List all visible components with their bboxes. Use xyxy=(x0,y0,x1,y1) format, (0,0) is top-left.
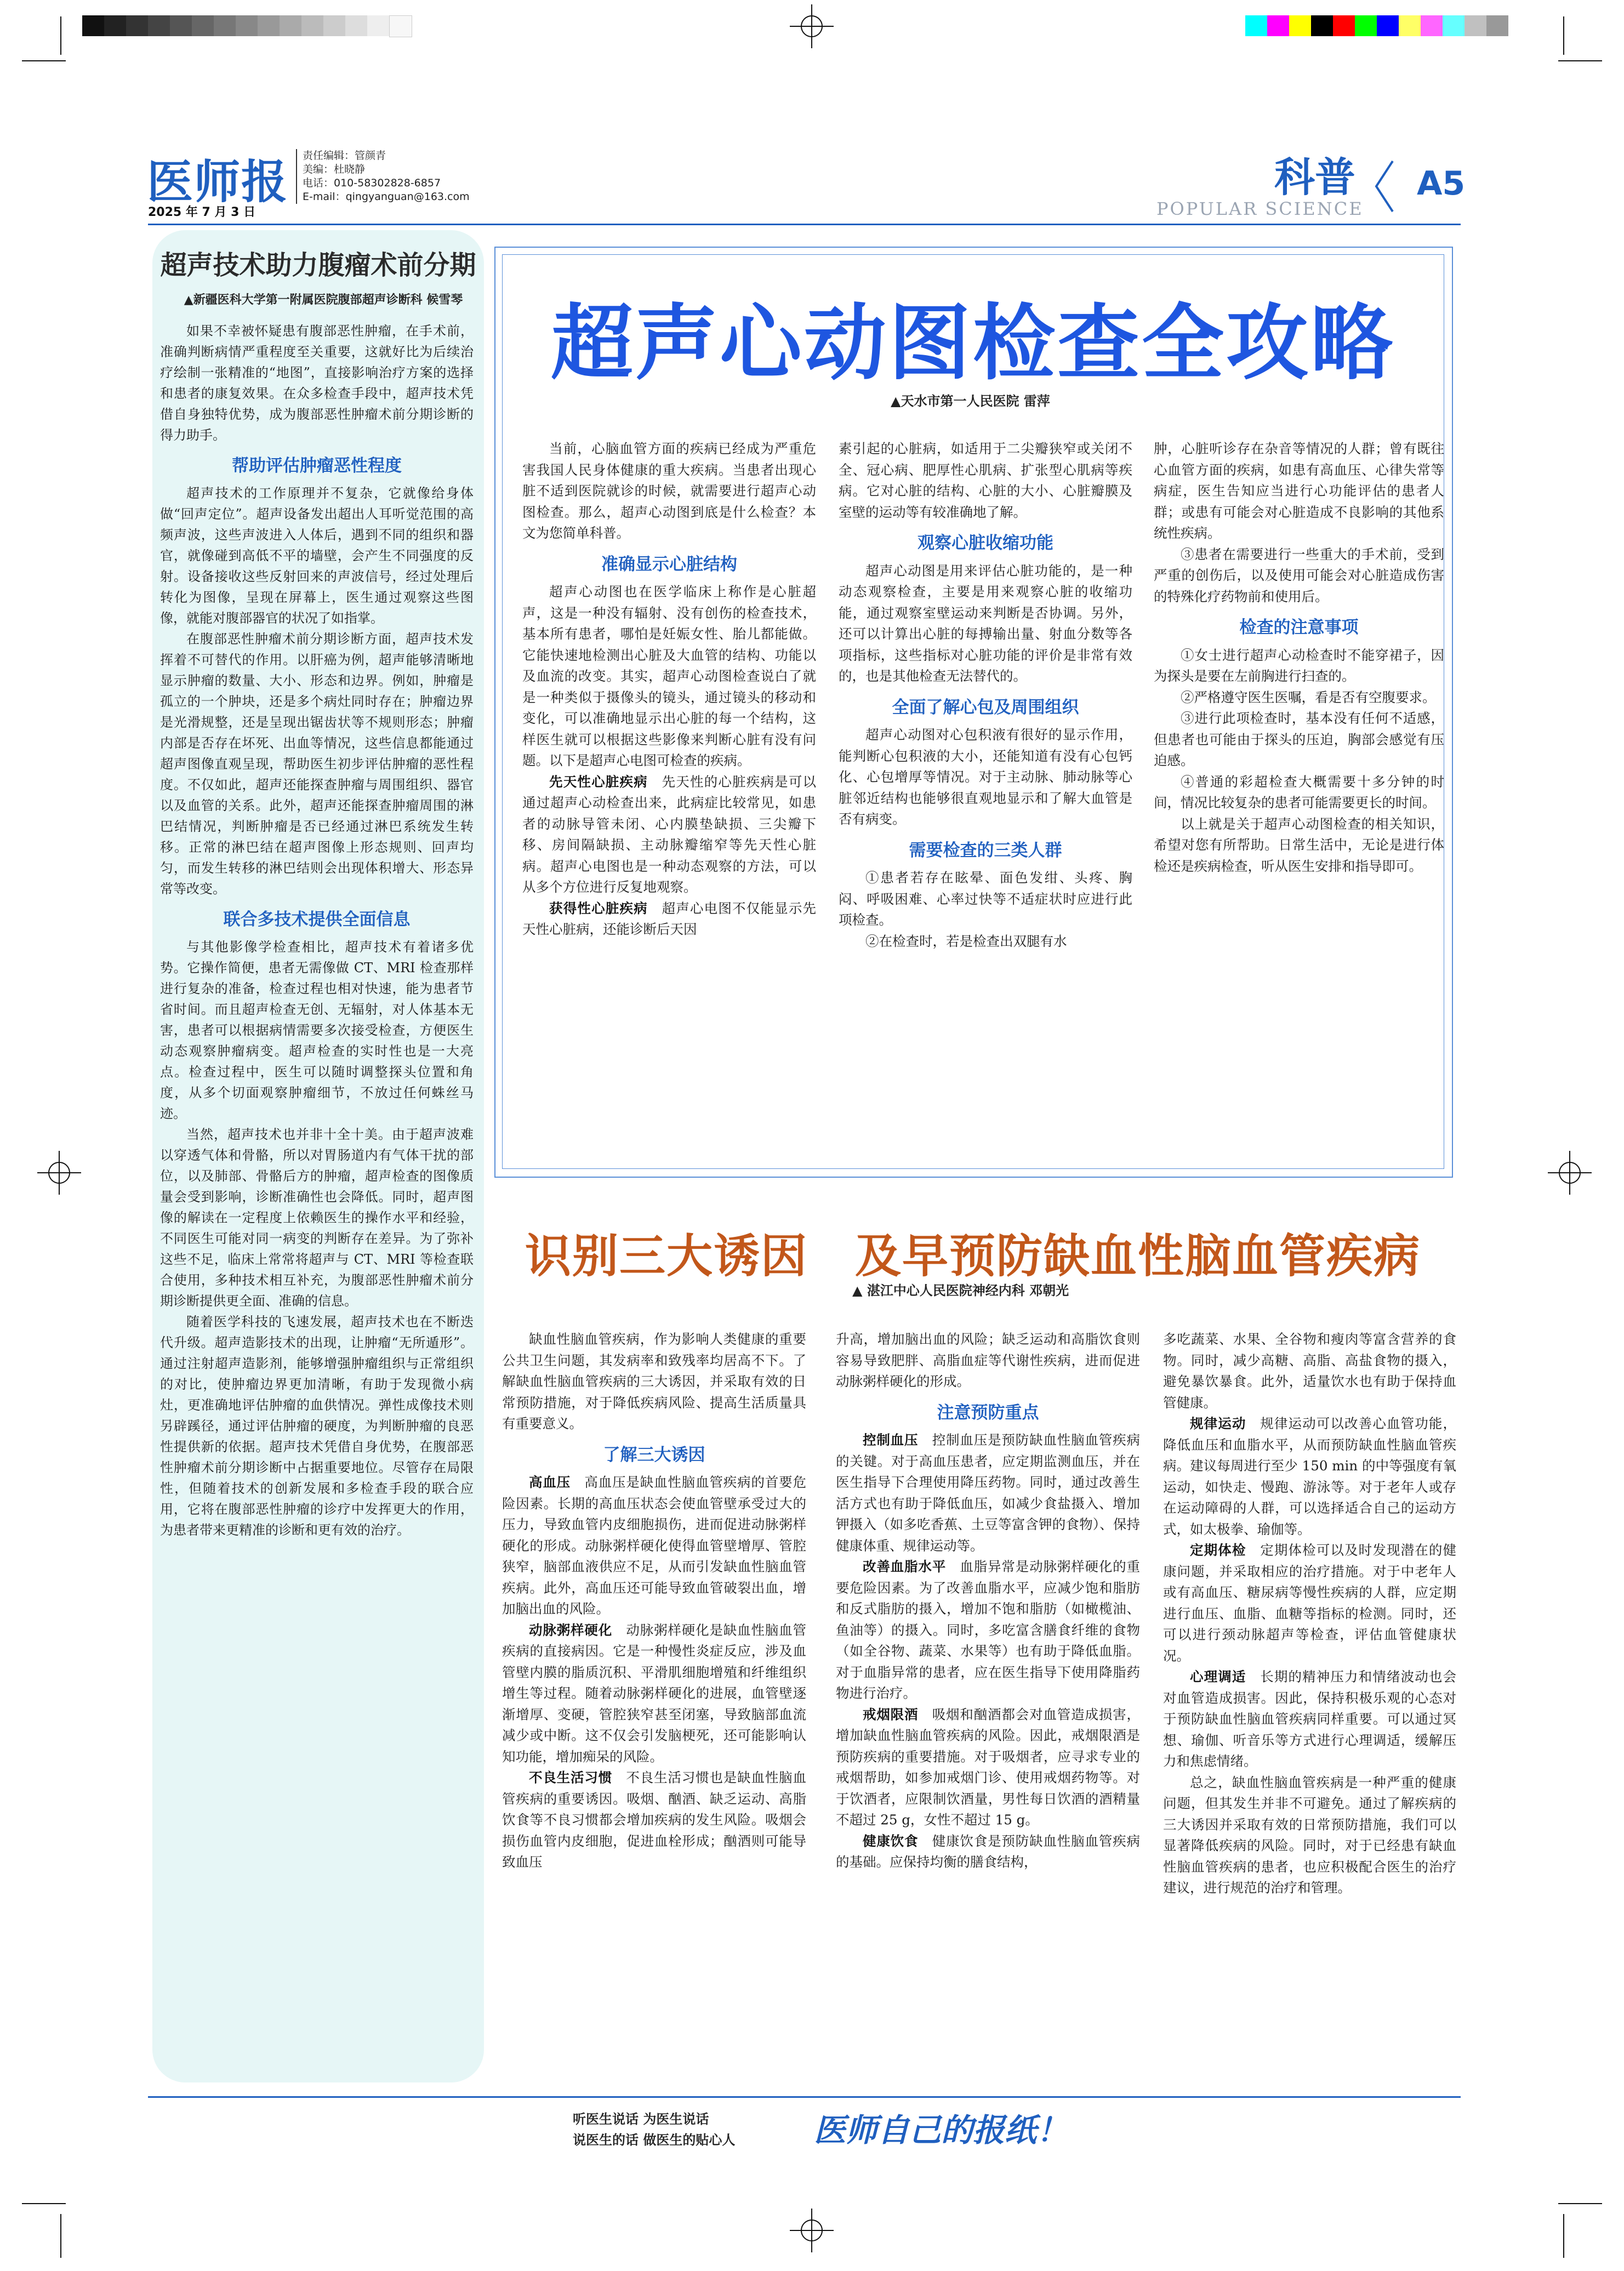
left-article-body xyxy=(160,321,474,1540)
crop-mark xyxy=(1558,2203,1602,2204)
footer-slogan: 医师自己的报纸！ xyxy=(814,2112,1069,2149)
main-article-col1 xyxy=(522,438,816,940)
left-article-byline: ▲新疆医科大学第一附属医院腹部超声诊断科 候雪琴 xyxy=(184,293,463,307)
subheading: 帮助评估肿瘤恶性程度 xyxy=(232,456,402,476)
lead-term: 获得性心脏疾病 xyxy=(549,900,648,916)
issue-date: 2025 年 7 月 3 日 xyxy=(148,206,256,219)
editor-line: 责任编辑：管颜青 xyxy=(303,150,386,162)
paragraph: 在腹部恶性肿瘤术前分期诊断方面，超声技术发挥着不可替代的作用。以肝癌为例，超声能够清晰地显示肿瘤的数量、大小、形态和边界。例如，肿瘤是孤立的一个肿块，还是多个病灶同时存在；肿瘤边界是光滑规整，还是呈现出锯齿状等不规则形态；肿瘤内部是否存在坏死、出血等情况，这些信息都能通过超声图像直观呈现，帮助医生初步评估肿瘤的恶性程度。不仅如此，超声还能探查肿瘤与周围组织、器官以及血管的关系。此外，超声还能探查肿瘤周围的淋巴结情况，判断肿瘤是否已经通过淋巴系统发生转移。正常的淋巴结在超声图像上形态规则、回声均匀，而发生转移的淋巴结则会出现体积增大、形态异常等改变。 xyxy=(160,631,474,897)
paragraph: 超声心动图对心包积液有很好的显示作用，能判断心包积液的大小，还能知道有没有心包钙化、心包增厚等情况。对于主动脉、肺动脉等心脏邻近结构也能够很直观地显示和了解大血管是否有病变。 xyxy=(839,727,1132,827)
paragraph-text: 血脂异常是动脉粥样硬化的重要危险因素。为了改善血脂水平，应减少饱和脂肪和反式脂肪的摄入，增加不饱和脂肪（如橄榄油、鱼油等）的摄入。同时，多吃富含膳食纤维的食物（如全谷物、蔬菜、水果等）也有助于降低血脂。对于血脂异常的患者，应在医生指导下使用降脂药物进行治疗。 xyxy=(836,1559,1141,1701)
grayscale-bar xyxy=(82,15,412,36)
paragraph: 超声心动图也在医学临床上称作是心脏超声，这是一种没有辐射、没有创伤的检查技术，基本所有患者，哪怕是妊娠女性、胎儿都能做。它能快速地检测出心脏及大血管的结构、功能以及血流的改变。其实，超声心动图检查说白了就是一种类似于摄像头的镜头，通过镜头的移动和变化，可以准确地显示出心脏的每一个结构，这样医生就可以根据这些影像来判断心脏有没有问题。以下是超声心电图可检查的疾病。 xyxy=(522,584,816,768)
paragraph xyxy=(1163,1540,1456,1667)
lead-term: 先天性心脏疾病 xyxy=(549,773,648,790)
paragraph-text: 规律运动可以改善心血管功能，降低血压和血脂水平，从而预防缺血性脑血管疾病。建议每周进行至少 150 min 的中等强度有氧运动，如快走、慢跑、游泳等。对于老年人或存在运动障碍的人群，可以选择适合自己的运动方式，如太极拳、瑜伽等。 xyxy=(1163,1416,1457,1537)
registration-mark-right xyxy=(1548,1151,1592,1195)
lead-term: 心理调适 xyxy=(1190,1669,1246,1685)
paragraph: 肿，心脏听诊存在杂音等情况的人群；曾有既往心血管方面的疾病，如患有高血压、心律失常等病症，医生告知应当进行心功能评估的患者人群；或患有可能会对心脏造成不良影响的其他系统性疾病。 xyxy=(1154,441,1444,541)
second-article-byline: ▲ 湛江中心人民医院神经内科 邓朝光 xyxy=(852,1283,1069,1298)
paragraph: ④普通的彩超检查大概需要十多分钟的时间，情况比较复杂的患者可能需要更长的时间。 xyxy=(1154,773,1444,811)
lead-term: 不良生活习惯 xyxy=(529,1770,613,1785)
lead-term: 戒烟限酒 xyxy=(863,1706,919,1722)
lead-term: 健康饮食 xyxy=(863,1833,919,1849)
subheading: 准确显示心脏结构 xyxy=(601,554,737,574)
crop-mark xyxy=(60,16,61,55)
paragraph: ②在检查时，若是检查出双腿有水 xyxy=(865,933,1067,949)
subheading: 注意预防重点 xyxy=(937,1402,1039,1423)
color-swatch xyxy=(1245,15,1267,36)
page-number: A5 xyxy=(1417,164,1466,203)
color-swatch xyxy=(1377,15,1399,36)
paragraph: 如果不幸被怀疑患有腹部恶性肿瘤，在手术前，准确判断病情严重程度至关重要，这就好比为后续治疗绘制一张精准的“地图”，直接影响治疗方案的选择和患者的康复效果。在众多检查手段中，超声技术凭借自身独特优势，成为腹部恶性肿瘤术前分期诊断的得力助手。 xyxy=(160,323,474,443)
subheading: 全面了解心包及周围组织 xyxy=(892,697,1079,717)
paragraph xyxy=(502,1767,806,1873)
paragraph: ②严格遵守医生医嘱，看是否有空腹要求。 xyxy=(1181,689,1436,705)
paragraph-text: 长期的精神压力和情绪波动也会对血管造成损害。因此，保持积极乐观的心态对于预防缺血性脑血管疾病同样重要。可以通过冥想、瑜伽、听音乐等方式进行心理调适，缓解压力和焦虑情绪。 xyxy=(1163,1669,1457,1769)
paragraph: 当前，心脑血管方面的疾病已经成为严重危害我国人民身体健康的重大疾病。当患者出现心脏不适到医院就诊的时候，就需要进行超声心动图检查。那么，超声心动图到底是什么检查？本文为您简单科普。 xyxy=(522,441,816,541)
paragraph-text: 不良生活习惯也是缺血性脑血管疾病的重要诱因。吸烟、酗酒、缺乏运动、高脂饮食等不良习惯都会增加疾病的发生风险。吸烟会损伤血管内皮细胞，促进血栓形成；酗酒则可能导致血压 xyxy=(502,1770,807,1870)
main-article-title: 超声心动图检查全攻略 xyxy=(550,296,1395,391)
subheading: 了解三大诱因 xyxy=(603,1445,705,1465)
paragraph xyxy=(836,1430,1140,1556)
lead-term: 规律运动 xyxy=(1190,1416,1246,1431)
footer-motto-line: 说医生的话 做医生的贴心人 xyxy=(573,2132,736,2148)
paragraph: 随着医学科技的飞速发展，超声技术也在不断迭代升级。超声造影技术的出现，让肿瘤“无所遁形”。通过注射超声造影剂，能够增强肿瘤组织与正常组织的对比，使肿瘤边界更加清晰，有助于发现微小病灶，更准确地评估肿瘤的血供情况。弹性成像技术则另辟蹊径，通过评估肿瘤的硬度，为判断肿瘤的良恶性提供新的依据。超声技术凭借自身优势，在腹部恶性肿瘤术前分期诊断中占据重要地位。尽管存在局限性，但随着技术的创新发展和多检查手段的联合应用，它将在腹部恶性肿瘤的诊疗中发挥更大的作用，为患者带来更精准的诊断和更有效的治疗。 xyxy=(160,1314,474,1538)
paragraph-text: 动脉粥样硬化是缺血性脑血管疾病的直接病因。它是一种慢性炎症反应，涉及血管壁内膜的脂质沉积、平滑肌细胞增殖和纤维组织增生等过程。随着动脉粥样硬化的进展，血管壁逐渐增厚、变硬，管腔狭窄甚至闭塞，导致脑部血流减少或中断。这不仅会引发脑梗死，还可能影响认知功能，增加痴呆的风险。 xyxy=(502,1622,807,1765)
paragraph xyxy=(836,1831,1140,1873)
lead-term: 高血压 xyxy=(529,1474,571,1490)
main-article-byline: ▲天水市第一人民医院 雷萍 xyxy=(891,393,1050,409)
second-article-col3 xyxy=(1163,1329,1456,1899)
color-swatch xyxy=(1421,15,1443,36)
editor-info xyxy=(296,149,470,204)
paragraph: 升高，增加脑出血的风险；缺乏运动和高脂饮食则容易导致肥胖、高脂血症等代谢性疾病，进而促进动脉粥样硬化的形成。 xyxy=(836,1331,1140,1389)
subheading: 检查的注意事项 xyxy=(1239,618,1359,637)
editor-line: 电话：010-58302828-6857 xyxy=(303,177,441,189)
paragraph: ①女士进行超声心动检查时不能穿裙子，因为探头是要在左前胸进行扫查的。 xyxy=(1154,647,1444,684)
subheading: 观察心脏收缩功能 xyxy=(918,533,1053,553)
paragraph xyxy=(522,772,816,898)
editor-line: E-mail：qingyanguan@163.com xyxy=(303,191,470,203)
paragraph xyxy=(1163,1413,1456,1540)
paragraph xyxy=(522,898,816,940)
left-article-title: 超声技术助力腹瘤术前分期 xyxy=(160,250,476,281)
second-article-col1 xyxy=(502,1329,806,1873)
footer-motto xyxy=(573,2109,735,2150)
registration-mark-bottom xyxy=(790,2209,834,2252)
color-swatch xyxy=(1267,15,1289,36)
main-article-col2 xyxy=(839,438,1132,952)
header-rule xyxy=(148,224,1461,225)
main-article-col3 xyxy=(1154,438,1444,877)
paragraph: ①患者若存在眩晕、面色发绀、头疼、胸闷、呼吸困难、心率过快等不适症状时应进行此项检查。 xyxy=(839,870,1132,928)
subheading: 联合多技术提供全面信息 xyxy=(223,910,411,929)
registration-mark-left xyxy=(37,1151,81,1195)
color-swatch xyxy=(1399,15,1421,36)
paragraph xyxy=(502,1472,806,1620)
lead-term: 控制血压 xyxy=(863,1432,919,1448)
paragraph xyxy=(1163,1667,1456,1772)
crop-mark xyxy=(1558,60,1602,61)
lead-term: 动脉粥样硬化 xyxy=(529,1622,613,1638)
paragraph xyxy=(836,1704,1140,1831)
paragraph: 素引起的心脏病，如适用于二尖瓣狭窄或关闭不全、冠心病、肥厚性心肌病、扩张型心肌病等疾病。它对心脏的结构、心脏的大小、心脏瓣膜及室壁的运动等有较准确地了解。 xyxy=(839,441,1132,520)
editor-line: 美编：杜晓静 xyxy=(303,163,366,175)
newspaper-logo: 医师报 xyxy=(147,155,289,209)
color-swatch xyxy=(1289,15,1311,36)
second-article-title: 识别三大诱因 及早预防缺血性脑血管疾病 xyxy=(525,1229,1421,1283)
color-bar xyxy=(1245,15,1508,36)
paragraph: ③进行此项检查时，基本没有任何不适感，但患者也可能由于探头的压迫，胸部会感觉有压迫感。 xyxy=(1154,710,1444,768)
section-title: 科普 xyxy=(1274,154,1355,201)
paragraph-text: 健康饮食是预防缺血性脑血管疾病的基础。应保持均衡的膳食结构， xyxy=(836,1833,1141,1870)
color-swatch xyxy=(1465,15,1486,36)
color-swatch xyxy=(1355,15,1377,36)
paragraph-text: 控制血压是预防缺血性脑血管疾病的关键。对于高血压患者，应定期监测血压，并在医生指导下合理使用降压药物。同时，通过改善生活方式也有助于降低血压，如减少食盐摄入、增加钾摄入（如多吃香蕉、土豆等富含钾的食物）、保持健康体重、规律运动等。 xyxy=(836,1432,1141,1554)
paragraph: 总之，缺血性脑血管疾病是一种严重的健康问题，但其发生并非不可避免。通过了解疾病的三大诱因并采取有效的日常预防措施，我们可以显著降低疾病的风险。同时，对于已经患有缺血性脑血管疾病的患者，也应积极配合医生的治疗建议，进行规范的治疗和管理。 xyxy=(1163,1774,1456,1896)
footer-rule xyxy=(148,2096,1461,2098)
paragraph xyxy=(502,1620,806,1768)
footer-motto-line: 听医生说话 为医生说话 xyxy=(573,2112,709,2127)
color-swatch xyxy=(1311,15,1333,36)
crop-mark xyxy=(1563,2214,1564,2258)
paragraph: 超声心动图是用来评估心脏功能的，是一种动态观察检查，主要是用来观察心脏的收缩功能，通过观察室壁运动来判断是否协调。另外，还可以计算出心脏的每搏输出量、射血分数等各项指标，这些指标对心脏功能的评价是非常有效的，也是其他检查无法替代的。 xyxy=(839,562,1132,684)
paragraph: 当然，超声技术也并非十全十美。由于超声波难以穿透气体和骨骼，所以对胃肠道内有气体干扰的部位，以及肺部、骨骼后方的肿瘤，超声检查的图像质量会受到影响，诊断准确性也会降低。同时，超声图像的解读在一定程度上依赖医生的操作水平和经验，不同医生可能对同一病变的判断存在差异。为了弥补这些不足，临床上常常将超声与 CT、MRI 等检查联合使用，多种技术相互补充，为腹部恶性肿瘤术前分期诊断提供更全面、准确的信息。 xyxy=(160,1127,474,1309)
chevron-left-icon xyxy=(1373,159,1395,214)
paragraph-text: 超声心电图不仅能显示先天性心脏病，还能诊断后天因 xyxy=(522,900,817,937)
second-article-col2 xyxy=(836,1329,1140,1873)
paragraph: 以上就是关于超声心动图检查的相关知识，希望对您有所帮助。日常生活中，无论是进行体检还是疾病检查，听从医生安排和指导即可。 xyxy=(1154,815,1444,874)
lead-term: 定期体检 xyxy=(1190,1542,1246,1558)
crop-mark xyxy=(1563,16,1564,55)
paragraph-text: 高血压是缺血性脑血管疾病的首要危险因素。长期的高血压状态会使血管壁承受过大的压力，导致血管内皮细胞损伤，进而促进动脉粥样硬化的形成。动脉粥样硬化使得血管壁增厚、管腔狭窄，脑部血液供应不足，从而引发缺血性脑血管疾病。此外，高血压还可能导致血管破裂出血，增加脑出血的风险。 xyxy=(502,1474,807,1617)
color-swatch xyxy=(1486,15,1508,36)
paragraph: 缺血性脑血管疾病，作为影响人类健康的重要公共卫生问题，其发病率和致残率均居高不下。了解缺血性脑血管疾病的三大诱因，并采取有效的日常预防措施，对于降低疾病风险、提高生活质量具有重要意义。 xyxy=(502,1331,806,1431)
paragraph: 多吃蔬菜、水果、全谷物和瘦肉等富含营养的食物。同时，减少高糖、高脂、高盐食物的摄入，避免暴饮暴食。此外，适量饮水也有助于保持血管健康。 xyxy=(1163,1331,1456,1411)
crop-mark xyxy=(22,60,66,61)
paragraph-text: 先天性的心脏疾病是可以通过超声心动检查出来，此病症比较常见，如患者的动脉导管未闭、心内膜垫缺损、三尖瓣下移、房间隔缺损、主动脉瓣缩窄等先天性心脏病。超声心电图也是一种动态观察的方法，可以从多个方位进行反复地观察。 xyxy=(522,773,817,895)
paragraph xyxy=(836,1556,1140,1704)
color-swatch xyxy=(1333,15,1355,36)
subheading: 需要检查的三类人群 xyxy=(909,840,1062,860)
paragraph: ③患者在需要进行一些重大的手术前，受到严重的创伤后，以及使用可能会对心脏造成伤害的特殊化疗药物前和使用后。 xyxy=(1154,546,1444,604)
crop-mark xyxy=(60,2214,61,2258)
paragraph: 与其他影像学检查相比，超声技术有着诸多优势。它操作简便，患者无需像做 CT、MRI 检查那样进行复杂的准备，检查过程也相对快速，能为患者节省时间。而且超声检查无创、无辐射，对人体基本无害，患者可以根据病情需要多次接受检查，方便医生动态观察肿瘤病变。超声检查的实时性也是一大亮点。检查过程中，医生可以随时调整探头位置和角度，从多个切面观察肿瘤细节，不放过任何蛛丝马迹。 xyxy=(160,939,474,1121)
registration-mark-top xyxy=(790,4,834,48)
paragraph-text: 定期体检可以及时发现潜在的健康问题，并采取相应的治疗措施。对于中老年人或有高血压、糖尿病等慢性疾病的人群，应定期进行血压、血脂、血糖等指标的检测。同时，还可以进行颈动脉超声等检查，评估血管健康状况。 xyxy=(1163,1542,1457,1664)
paragraph-text: 吸烟和酗酒都会对血管造成损害，增加缺血性脑血管疾病的风险。因此，戒烟限酒是预防疾病的重要措施。对于吸烟者，应寻求专业的戒烟帮助，如参加戒烟门诊、使用戒烟药物等。对于饮酒者，应限制饮酒量，男性每日饮酒的酒精量不超过 25 g，女性不超过 15 g。 xyxy=(836,1706,1141,1828)
paragraph: 超声技术的工作原理并不复杂，它就像给身体做“回声定位”。超声设备发出超出人耳听觉范围的高频声波，这些声波进入人体后，遇到不同的组织和器官，就像碰到高低不平的墙壁，会产生不同强度的反射。设备接收这些反射回来的声波信号，经过处理后转化为图像，呈现在屏幕上，医生通过观察这些图像，就能对腹部器官的状况了如指掌。 xyxy=(160,486,474,626)
lead-term: 改善血脂水平 xyxy=(863,1559,947,1574)
section-subtitle: POPULAR SCIENCE xyxy=(1156,198,1364,219)
crop-mark xyxy=(22,2203,66,2204)
color-swatch xyxy=(1443,15,1465,36)
